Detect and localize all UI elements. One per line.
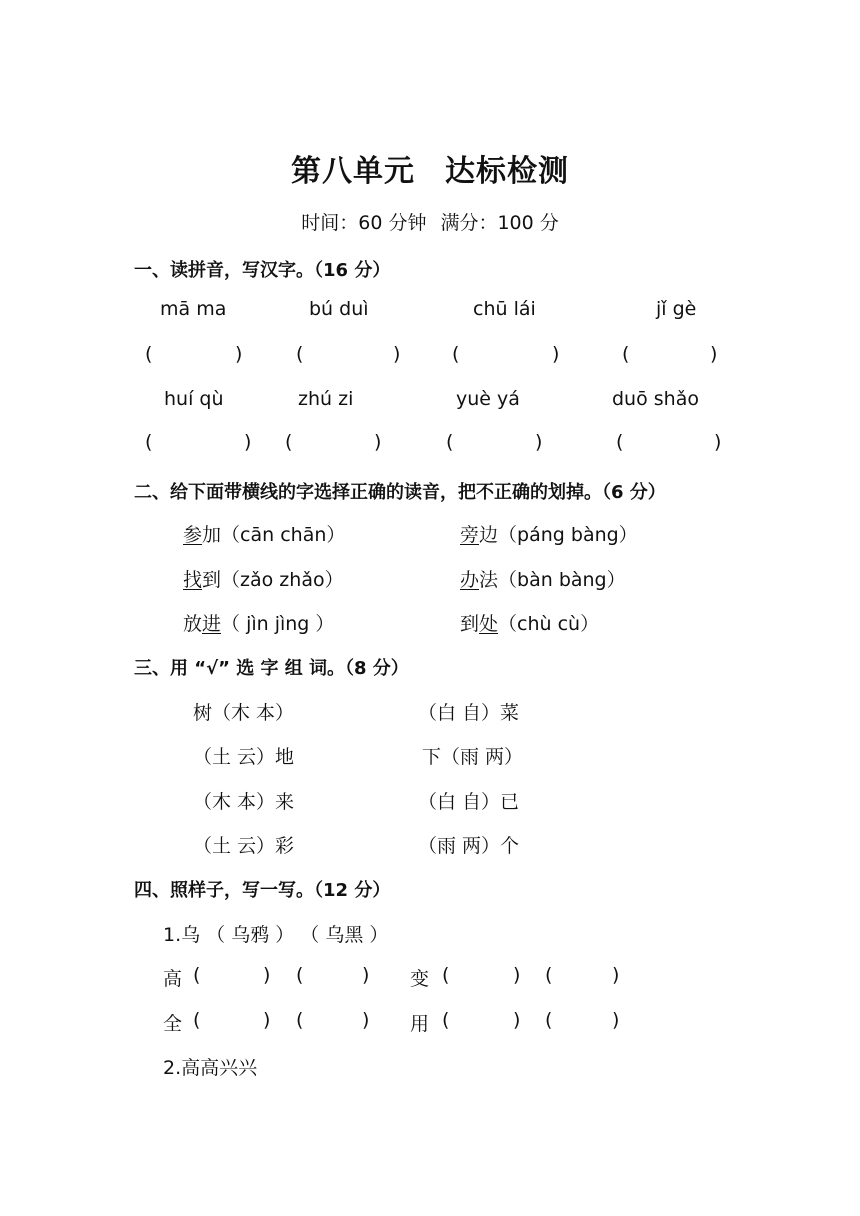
section-4-heading: 四、照样子，写一写。（12 分）: [134, 880, 391, 901]
answer-blank-close: ): [393, 343, 401, 365]
answer-blank-close: ): [235, 343, 243, 365]
pinyin-7: yuè yá: [456, 388, 520, 410]
pinyin-1: mā ma: [160, 298, 227, 320]
answer-blank-open: (: [296, 964, 304, 986]
source-char: 全: [163, 1013, 183, 1035]
answer-blank-open: (: [193, 964, 201, 986]
answer-blank-close: ): [244, 431, 252, 453]
answer-blank-close: ): [263, 964, 271, 986]
answer-blank-open: (: [193, 1009, 201, 1031]
answer-blank-open: (: [622, 343, 630, 365]
pinyin-5: huí qù: [164, 388, 224, 410]
answer-blank-open: (: [545, 1009, 553, 1031]
underlined-char: 找: [183, 569, 203, 591]
answer-blank-close: ): [263, 1009, 271, 1031]
word-choice-item: （白 自）已: [418, 791, 520, 813]
answer-blank-close: ): [612, 964, 620, 986]
answer-blank-close: ): [513, 1009, 521, 1031]
source-char: 变: [410, 968, 430, 990]
answer-blank-open: (: [446, 431, 454, 453]
subquestion-2: 2.高高兴兴: [163, 1057, 258, 1079]
underlined-char: 旁: [460, 524, 480, 546]
source-char: 用: [410, 1013, 430, 1035]
example-line: 1.乌 （ 乌鸦 ） （ 乌黑 ）: [163, 924, 389, 946]
answer-blank-close: ): [612, 1009, 620, 1031]
answer-blank-open: (: [145, 343, 153, 365]
underlined-char: 进: [202, 613, 222, 635]
word-choice-item: 树（木 本）: [193, 702, 295, 724]
time-limit: 时间：60 分钟: [301, 212, 427, 234]
underlined-char: 办: [460, 569, 480, 591]
pronunciation-item: 到处（chù cù）: [460, 613, 600, 635]
word-choice-item: （白 自）菜: [418, 702, 520, 724]
underlined-char: 参: [183, 524, 203, 546]
pinyin-options: （chù cù）: [498, 613, 600, 635]
pinyin-options: （zǎo zhǎo）: [221, 569, 344, 591]
pinyin-options: （bàn bàng）: [498, 569, 626, 591]
pinyin-3: chū lái: [473, 298, 536, 320]
pronunciation-item: 找到（zǎo zhǎo）: [183, 569, 344, 591]
title-part2: 达标检测: [445, 154, 569, 189]
pronunciation-item: 旁边（páng bàng）: [460, 524, 638, 546]
answer-blank-open: (: [296, 1009, 304, 1031]
full-score: 满分：100 分: [440, 212, 559, 234]
underlined-char: 处: [479, 613, 499, 635]
word-choice-item: 下（雨 两）: [422, 746, 524, 768]
exam-info: [0, 208, 860, 235]
word-choice-item: （土 云）彩: [193, 835, 295, 857]
pronunciation-item: 放进（ jìn jìng ）: [183, 613, 335, 635]
answer-blank-close: ): [513, 964, 521, 986]
section-2-heading: 二、给下面带横线的字选择正确的读音，把不正确的划掉。（6 分）: [134, 482, 666, 503]
pinyin-options: （ jìn jìng ）: [221, 613, 335, 635]
answer-blank-close: ): [552, 343, 560, 365]
pronunciation-item: 办法（bàn bàng）: [460, 569, 626, 591]
pinyin-2: bú duì: [309, 298, 369, 320]
answer-blank-close: ): [714, 431, 722, 453]
pinyin-4: jǐ gè: [656, 298, 697, 320]
page-title: [0, 146, 860, 190]
section-1-heading: 一、读拼音，写汉字。（16 分）: [134, 260, 391, 281]
answer-blank-open: (: [442, 964, 450, 986]
pinyin-8: duō shǎo: [612, 388, 699, 410]
pronunciation-item: 参加（cān chān）: [183, 524, 346, 546]
answer-blank-open: (: [442, 1009, 450, 1031]
answer-blank-open: (: [145, 431, 153, 453]
word-choice-item: （雨 两）个: [418, 835, 520, 857]
pinyin-options: （cān chān）: [221, 524, 346, 546]
answer-blank-open: (: [296, 343, 304, 365]
word-choice-item: （木 本）来: [193, 791, 295, 813]
answer-blank-open: (: [616, 431, 624, 453]
answer-blank-open: (: [285, 431, 293, 453]
source-char: 高: [163, 968, 183, 990]
pinyin-6: zhú zi: [298, 388, 354, 410]
section-3-heading: 三、用 “√” 选 字 组 词。（8 分）: [134, 658, 409, 679]
word-choice-item: （土 云）地: [193, 746, 295, 768]
answer-blank-open: (: [545, 964, 553, 986]
answer-blank-open: (: [452, 343, 460, 365]
title-part1: 第八单元: [291, 154, 415, 189]
pinyin-options: （páng bàng）: [498, 524, 638, 546]
answer-blank-close: ): [535, 431, 543, 453]
answer-blank-close: ): [374, 431, 382, 453]
answer-blank-close: ): [362, 1009, 370, 1031]
answer-blank-close: ): [362, 964, 370, 986]
answer-blank-close: ): [710, 343, 718, 365]
